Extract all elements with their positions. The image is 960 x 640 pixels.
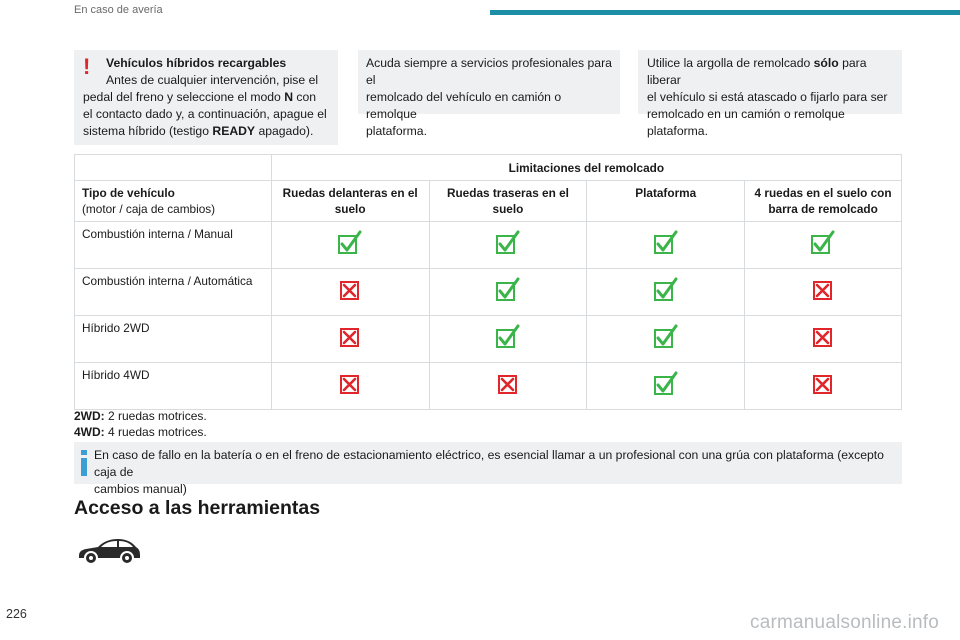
towing-eye-box (638, 50, 902, 138)
table-cell (587, 222, 745, 269)
table-column-header-row (75, 181, 902, 222)
legend-value: 4 ruedas motrices. (104, 425, 207, 439)
header-section: En caso de avería (74, 4, 163, 16)
watermark: carmanualsonline.info (750, 612, 940, 633)
advice-line: Acuda siempre a servicios profesionales para el (366, 56, 612, 87)
eye-line: el vehículo si está atascado o fijarlo para ser (647, 90, 888, 104)
table-cell (587, 363, 745, 410)
warning-line (83, 123, 330, 140)
column-header: Plataforma (587, 181, 745, 222)
table-cell (271, 316, 429, 363)
vehicle-type-label: Combustión interna / Automática (75, 269, 272, 316)
check-icon (495, 277, 521, 303)
table-group-header: Limitaciones del remolcado (271, 155, 901, 181)
warning-text: apagado). (255, 124, 314, 138)
info-line: En caso de fallo en la batería o en el freno de estacionamiento eléctrico, es esencial llamar a un profesional con una grúa con plataforma (excepto caja de (94, 448, 884, 479)
eye-text: para liberar (647, 56, 867, 87)
table-row (75, 269, 902, 316)
vehicle-type-header (75, 181, 272, 222)
table-group-header-row (75, 155, 902, 181)
vehicle-type-label: Híbrido 2WD (75, 316, 272, 363)
warning-box (74, 50, 338, 145)
table-cell (745, 316, 902, 363)
column-header: Ruedas traseras en el suelo (429, 181, 587, 222)
table-cell (587, 316, 745, 363)
table-empty-cell (75, 155, 272, 181)
towing-limitations-table (74, 154, 902, 410)
warning-text: con (293, 90, 317, 104)
table-cell (429, 316, 587, 363)
legend-line (74, 424, 207, 440)
vehicle-type-sub: (motor / caja de cambios) (82, 202, 216, 216)
table-cell (271, 269, 429, 316)
table-cell (429, 269, 587, 316)
table-cell (271, 222, 429, 269)
warning-line (83, 89, 330, 106)
warning-title: Vehículos híbridos recargables (106, 56, 287, 70)
warning-line: Antes de cualquier intervención, pise el (106, 73, 319, 87)
vehicle-type-label: Híbrido 4WD (75, 363, 272, 410)
vehicle-type-label: Combustión interna / Manual (75, 222, 272, 269)
cross-icon (337, 277, 363, 303)
eye-line (647, 55, 894, 89)
legend-key: 4WD: (74, 425, 105, 439)
car-icon (76, 534, 142, 566)
vehicle-type-title: Tipo de vehículo (82, 186, 175, 200)
legend-line (74, 408, 207, 424)
warning-text-bold: N (284, 90, 294, 104)
check-icon (653, 277, 679, 303)
warning-text-bold: READY (212, 124, 256, 138)
table-cell (429, 363, 587, 410)
eye-line: remolcado en un camión o remolque plataforma. (647, 107, 845, 138)
check-icon (653, 371, 679, 397)
cross-icon (495, 371, 521, 397)
eye-text: Utilice la argolla de remolcado (647, 56, 814, 70)
legend-value: 2 ruedas motrices. (104, 409, 207, 423)
exclamation-icon: ! (83, 54, 91, 79)
info-line: cambios manual) (94, 482, 187, 496)
section-title: Acceso a las herramientas (74, 497, 321, 519)
table-cell (429, 222, 587, 269)
legend-key: 2WD: (74, 409, 105, 423)
info-box (74, 442, 902, 496)
cross-icon (810, 371, 836, 397)
header-accent-bar (490, 10, 960, 15)
legend (74, 408, 207, 440)
table-cell (587, 269, 745, 316)
table-cell (745, 363, 902, 410)
towing-advice-box (358, 50, 620, 138)
check-icon (495, 230, 521, 256)
info-icon (81, 450, 87, 476)
warning-text: pedal del freno y seleccione el modo (83, 90, 285, 104)
warning-text: sistema híbrido (testigo (83, 124, 213, 138)
cross-icon (337, 371, 363, 397)
column-header: 4 ruedas en el suelo con barra de remolcado (745, 181, 902, 222)
table-cell (271, 363, 429, 410)
check-icon (653, 324, 679, 350)
cross-icon (810, 324, 836, 350)
cross-icon (337, 324, 363, 350)
check-icon (810, 230, 836, 256)
table-row (75, 222, 902, 269)
table-row (75, 363, 902, 410)
table-cell (745, 269, 902, 316)
check-icon (495, 324, 521, 350)
table-row (75, 316, 902, 363)
advice-line: plataforma. (366, 124, 427, 138)
check-icon (337, 230, 363, 256)
eye-text-bold: sólo (813, 56, 839, 70)
column-header: Ruedas delanteras en el suelo (271, 181, 429, 222)
warning-line: el contacto dado y, a continuación, apague el (83, 107, 327, 121)
advice-line: remolcado del vehículo en camión o remolque (366, 90, 562, 121)
cross-icon (810, 277, 836, 303)
page-number: 226 (6, 607, 27, 621)
table-cell (745, 222, 902, 269)
check-icon (653, 230, 679, 256)
